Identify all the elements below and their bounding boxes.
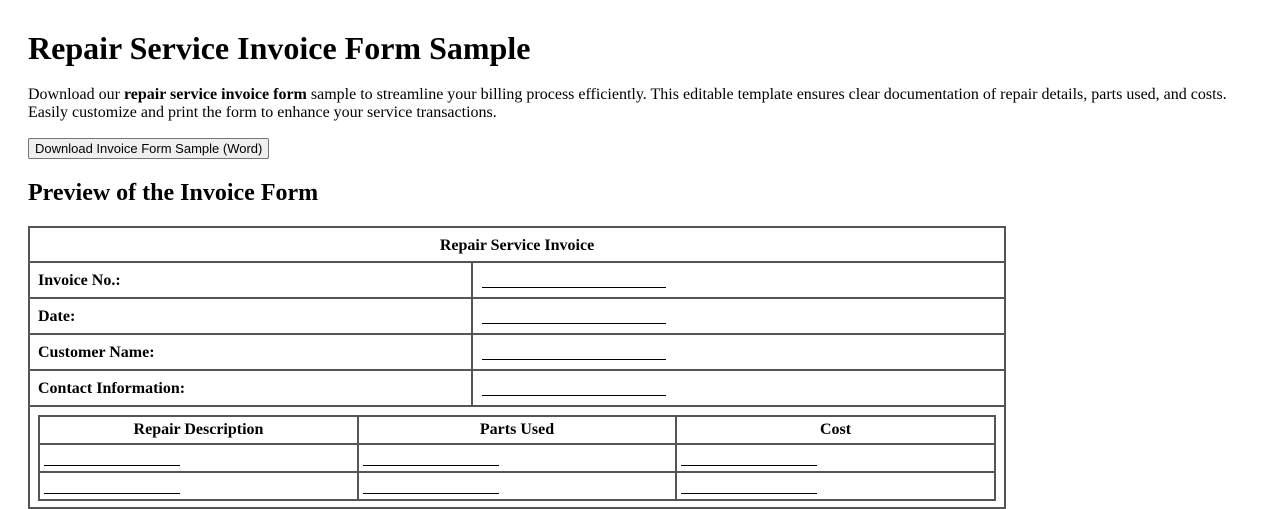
field-row-date (30, 299, 1004, 335)
field-row-contact-information (30, 371, 1004, 407)
page-title: Repair Service Invoice Form Sample (28, 30, 531, 66)
preview-heading: Preview of the Invoice Form (28, 180, 319, 206)
blank-line (482, 287, 666, 288)
blank-line (482, 359, 666, 360)
field-label: Customer Name: (30, 335, 473, 369)
field-label: Contact Information: (30, 371, 473, 405)
column-header-cost: Cost (676, 416, 995, 444)
field-row-customer-name (30, 335, 1004, 371)
table-cell (39, 444, 358, 472)
download-invoice-button[interactable]: Download Invoice Form Sample (Word) (28, 138, 269, 159)
column-header-repair-description: Repair Description (39, 416, 358, 444)
field-value (473, 263, 1004, 297)
blank-line (363, 465, 499, 466)
blank-line (363, 493, 499, 494)
table-cell (39, 472, 358, 500)
invoice-title: Repair Service Invoice (30, 228, 1004, 263)
field-value (473, 299, 1004, 333)
table-row (39, 472, 995, 500)
blank-line (482, 323, 666, 324)
blank-line (681, 493, 817, 494)
field-value (473, 335, 1004, 369)
column-header-parts-used: Parts Used (358, 416, 676, 444)
blank-line (681, 465, 817, 466)
table-cell (358, 472, 676, 500)
parts-table-container (30, 407, 1004, 507)
field-label: Invoice No.: (30, 263, 473, 297)
parts-table (38, 415, 996, 501)
field-label: Date: (30, 299, 473, 333)
table-cell (358, 444, 676, 472)
intro-text-bold: repair service invoice form (123, 86, 307, 103)
intro-text-after: sample to streamline your billing process efficiently. This editable template ensures clear documentation of repair details, parts used, and costs. Easily customize and print the form to enhance your service transactions. (28, 86, 1227, 121)
blank-line (44, 465, 180, 466)
intro-text-before: Download our (28, 86, 124, 103)
blank-line (44, 493, 180, 494)
table-header-row (39, 416, 995, 444)
field-value (473, 371, 1004, 405)
table-row (39, 444, 995, 472)
field-row-invoice-no (30, 263, 1004, 299)
invoice-form-preview (28, 226, 1006, 509)
intro-paragraph (28, 86, 1243, 122)
blank-line (482, 395, 666, 396)
table-cell (676, 472, 995, 500)
table-cell (676, 444, 995, 472)
